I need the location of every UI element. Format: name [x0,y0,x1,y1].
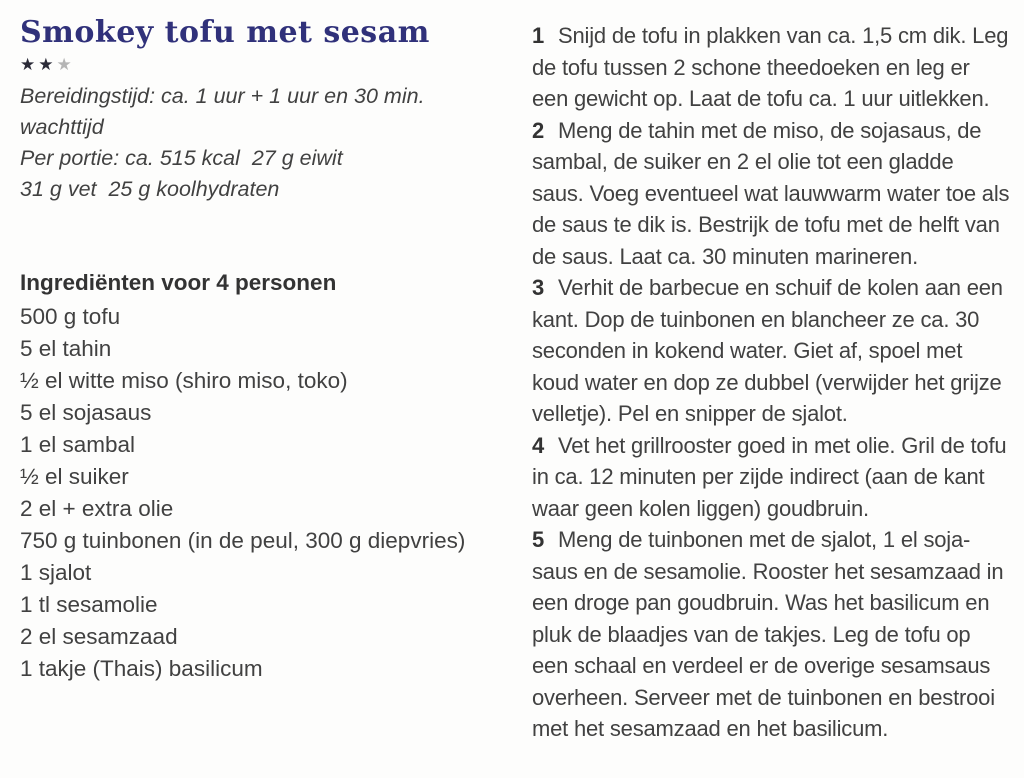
ingredient-item: ½ el suiker [20,464,129,489]
step-item [532,430,1010,525]
step-number: 2 [532,117,545,143]
filled-stars-icon: ★★ [20,55,57,74]
nutrition-line-2: 31 g vet 25 g koolhydraten [20,177,280,201]
step-number: 5 [532,527,545,552]
ingredient-item: 2 el + extra olie [20,496,174,521]
step-text: Vet het grillrooster goed in met olie. Gril de tofu in ca. 12 minuten per zijde indirect (aan de kant waar geen kolen liggen) goudbruin. [532,432,1007,521]
step-text: Meng de tuinbonen met de sjalot, 1 el soja-saus en de sesamolie. Rooster het sesamzaad in een droge pan goudbruin. Was het basilicum en pluk de blaadjes van de takjes. Leg de tofu op een schaal en verdeel er de overige sesamsaus overheen. Serveer met de tuinbonen en bestrooi met het sesamzaad en het basilicum. [532,527,1004,741]
ingredient-item: 5 el tahin [20,336,112,361]
recipe-meta [20,81,506,205]
ingredient-item: 2 el sesamzaad [20,624,178,649]
step-item [532,115,1010,273]
ingredient-item: 500 g tofu [20,304,121,329]
step-number: 3 [532,275,545,300]
ingredient-item: 1 el sambal [20,432,136,457]
ingredient-item: 1 tl sesamolie [20,592,158,617]
step-item [532,272,1010,430]
prep-time: Bereidingstijd: ca. 1 uur + 1 uur en 30 min. wachttijd [20,84,431,139]
preparation-steps-column [532,14,1010,778]
ingredient-item: ½ el witte miso (shiro miso, toko) [20,368,348,393]
difficulty-rating [20,55,506,75]
step-text: Verhit de barbecue en schuif de kolen aan een kant. Dop de tuinbonen en blancheer ze ca. 30 seconden in kokend water. Giet af, spoel met koud water en dop ze dubbel (verwijder het grijze velletje). Pel en snipper de sjalot. [532,275,1003,426]
step-item [532,20,1010,115]
recipe-title: Smokey tofu met sesam [20,15,430,50]
nutrition-line-1: Per portie: ca. 515 kcal 27 g eiwit [20,146,343,170]
step-number: 4 [532,432,545,458]
ingredient-item: 1 sjalot [20,560,92,585]
step-text: Meng de tahin met de miso, de sojasaus, de sambal, de suiker en 2 el olie tot een gladde saus. Voeg eventueel wat lauwwarm water toe als de saus te dik is. Bestrijk de tofu met de helft van de saus. Laat ca. 30 minuten marineren. [532,117,1010,269]
step-number: 1 [532,23,545,48]
ingredient-item: 5 el sojasaus [20,400,152,425]
ingredients-list [20,301,506,685]
ingredients-heading: Ingrediënten voor 4 personen [20,270,337,295]
ingredient-item: 1 takje (Thais) basilicum [20,656,263,681]
step-item [532,524,1010,745]
ingredient-item: 750 g tuinbonen (in de peul, 300 g diepvries) [20,528,466,553]
step-text: Snijd de tofu in plakken van ca. 1,5 cm dik. Leg de tofu tussen 2 schone theedoeken en leg er een gewicht op. Laat de tofu ca. 1 uur uitlekken. [532,23,1009,111]
recipe-summary-column [20,14,506,778]
empty-star-icon: ★ [56,55,75,74]
